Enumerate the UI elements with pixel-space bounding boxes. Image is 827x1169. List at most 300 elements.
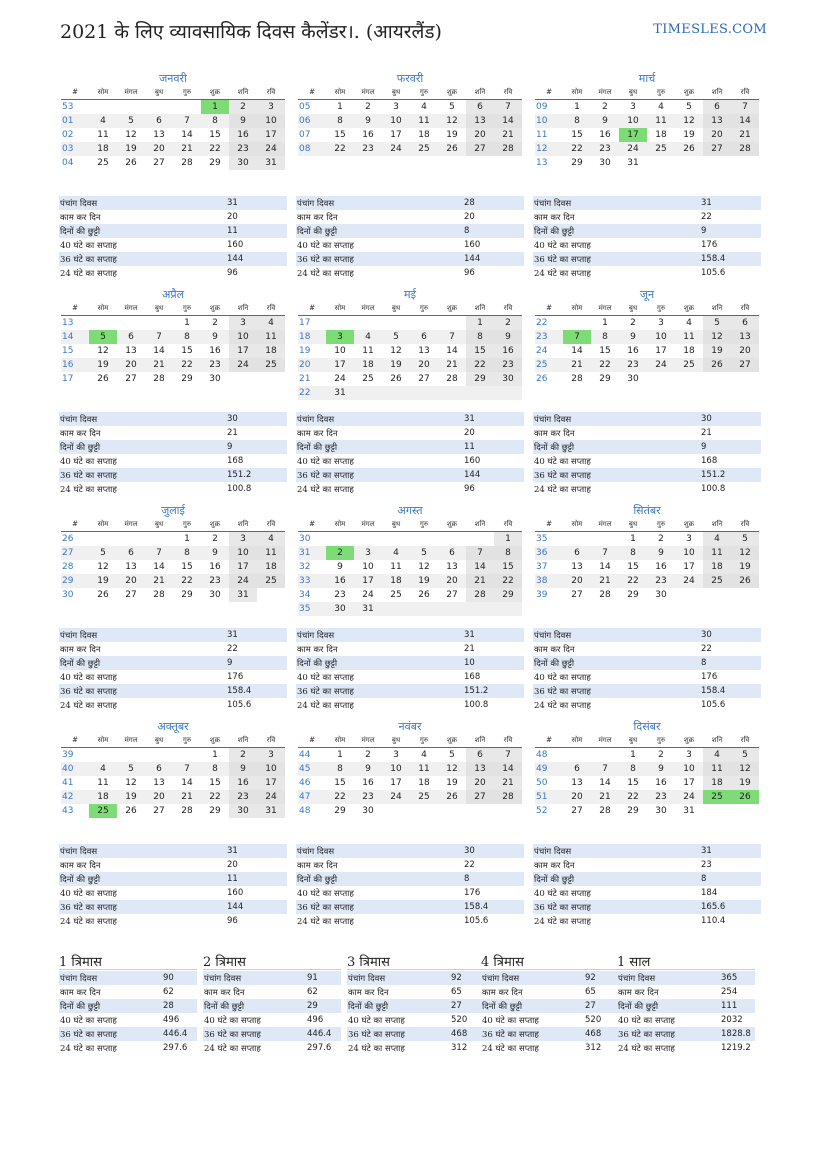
day-cell (438, 602, 466, 616)
summary-label: पंचांग दिवस (203, 971, 306, 985)
weekday-header: सोम (326, 85, 354, 100)
day-cell: 23 (229, 142, 257, 156)
day-cell: 22 (173, 358, 201, 372)
week-row (298, 546, 522, 560)
month-calendar (298, 504, 522, 616)
day-cell: 22 (201, 142, 229, 156)
day-cell: 27 (731, 358, 759, 372)
day-cell: 9 (229, 762, 257, 776)
day-cell: 7 (591, 762, 619, 776)
day-cell: 20 (563, 790, 591, 804)
day-cell: 12 (125, 778, 137, 788)
day-cell: 3 (658, 318, 664, 328)
day-cell: 9 (647, 546, 675, 560)
week-row (535, 574, 759, 588)
week-row (61, 100, 285, 115)
day-cell: 25 (362, 374, 374, 384)
summary-value: 184 (701, 888, 718, 898)
summary-value: 90 (162, 971, 197, 985)
summary-row (296, 266, 524, 280)
day-cell: 17 (655, 346, 667, 356)
summary-value: 105.6 (701, 268, 726, 278)
day-cell: 22 (563, 142, 591, 156)
day-cell (703, 156, 731, 170)
day-cell: 14 (446, 346, 458, 356)
weekday-header: गुरु (410, 301, 438, 316)
summary-row (296, 224, 524, 238)
weekday-header: शुक्र (201, 85, 229, 100)
weekday-header: शुक्र (438, 517, 466, 532)
summary-value: 254 (721, 987, 738, 997)
week-row (298, 316, 522, 331)
weekday-header: गुरु (647, 733, 675, 748)
summary-row (533, 454, 761, 468)
day-cell: 8 (591, 330, 619, 344)
summary-label: दिनों की छुट्टी (617, 999, 720, 1013)
day-cell (466, 804, 494, 818)
summary-row (533, 210, 761, 224)
week-row (298, 748, 522, 763)
summary-row (533, 266, 761, 280)
day-cell: 24 (362, 590, 374, 600)
summary-value: 9 (226, 440, 287, 454)
summary-row (533, 426, 761, 440)
summary-row (533, 224, 761, 238)
day-cell: 8 (326, 762, 354, 776)
summary-label: काम कर दिन (534, 428, 575, 439)
summary-row (481, 1013, 619, 1027)
summary-label: 24 घंटे का सप्ताह (204, 1043, 261, 1054)
weekday-header: # (298, 85, 326, 100)
day-cell: 26 (731, 574, 759, 588)
summary-label: दिनों की छुट्टी (481, 999, 584, 1013)
summary-row (533, 468, 761, 482)
day-cell: 28 (571, 374, 583, 384)
week-number: 41 (62, 778, 74, 788)
month-calendar (61, 720, 285, 818)
summary-value: 31 (463, 412, 524, 426)
day-cell: 19 (731, 776, 759, 790)
weekday-header: # (61, 733, 89, 748)
summary-row (296, 426, 524, 440)
summary-label: पंचांग दिवस (59, 412, 226, 426)
day-cell: 14 (466, 560, 494, 574)
day-cell: 26 (731, 790, 759, 804)
calendar-grid (535, 517, 759, 602)
day-cell: 21 (563, 358, 591, 372)
summary-value: 105.6 (701, 700, 726, 710)
weekday-header: गुरु (173, 733, 201, 748)
day-cell (145, 316, 173, 331)
week-number: 04 (62, 158, 74, 168)
day-cell (410, 386, 438, 400)
day-cell (703, 372, 731, 386)
week-number: 19 (299, 346, 311, 356)
day-cell: 3 (326, 330, 354, 344)
day-cell: 6 (145, 114, 173, 128)
day-cell: 25 (410, 790, 438, 804)
summary-row (481, 1041, 619, 1055)
summary-value: 21 (701, 428, 712, 438)
summary-label: पंचांग दिवस (617, 971, 720, 985)
day-cell: 13 (731, 330, 759, 344)
day-cell: 4 (421, 102, 427, 112)
day-cell: 29 (571, 158, 583, 168)
day-cell: 22 (619, 790, 647, 804)
day-cell: 17 (683, 562, 695, 572)
week-number: 13 (62, 318, 74, 328)
summary-value: 29 (306, 999, 341, 1013)
week-number: 10 (535, 114, 563, 128)
day-cell: 18 (89, 790, 117, 804)
weekday-header: गुरु (173, 301, 201, 316)
day-cell: 23 (647, 574, 675, 588)
week-row (535, 748, 759, 763)
day-cell: 3 (229, 316, 257, 331)
week-row (298, 372, 522, 386)
day-cell: 17 (619, 128, 647, 142)
weekday-header: मंगल (591, 301, 619, 316)
day-cell: 16 (229, 128, 257, 142)
day-cell: 1 (602, 318, 608, 328)
day-cell: 5 (89, 330, 117, 344)
day-cell (89, 316, 117, 331)
day-cell: 2 (212, 318, 218, 328)
weekday-header: बुध (619, 85, 647, 100)
day-cell: 9 (337, 562, 343, 572)
day-cell: 2 (229, 748, 257, 763)
day-cell: 31 (326, 386, 354, 400)
summary-value: 144 (226, 252, 287, 266)
day-cell: 27 (446, 590, 458, 600)
weekday-header: शुक्र (201, 301, 229, 316)
summary-label: काम कर दिन (297, 428, 338, 439)
day-cell (257, 588, 285, 602)
month-summary (533, 196, 761, 280)
day-cell: 11 (257, 546, 285, 560)
summary-row (296, 886, 524, 900)
summary-value: 8 (463, 872, 524, 886)
day-cell: 3 (257, 100, 285, 115)
day-cell: 12 (731, 762, 759, 776)
week-number: 25 (535, 358, 563, 372)
summary-label: काम कर दिन (534, 644, 575, 655)
day-cell: 28 (731, 142, 759, 156)
summary-value: 365 (720, 971, 755, 985)
week-number: 18 (298, 330, 326, 344)
summary-value: 31 (700, 196, 761, 210)
day-cell: 1 (494, 532, 522, 547)
summary-value: 176 (227, 672, 244, 682)
week-row (298, 804, 522, 818)
day-cell: 11 (410, 762, 438, 776)
week-number: 26 (536, 374, 548, 384)
summary-row (347, 971, 485, 985)
summary-label: 36 घंटे का सप्ताह (59, 1027, 162, 1041)
day-cell: 8 (201, 762, 229, 776)
day-cell (731, 588, 759, 602)
day-cell: 18 (418, 778, 430, 788)
day-cell: 12 (731, 546, 759, 560)
day-cell: 9 (619, 330, 647, 344)
week-row (535, 532, 759, 547)
day-cell: 27 (571, 590, 583, 600)
day-cell: 30 (494, 372, 522, 386)
day-cell: 7 (731, 100, 759, 115)
week-row (535, 330, 759, 344)
site-link[interactable]: TIMESLES.COM (653, 22, 767, 37)
day-cell: 6 (466, 100, 494, 115)
day-cell (173, 100, 201, 115)
summary-label: पंचांग दिवस (533, 628, 700, 642)
day-cell: 26 (125, 806, 137, 816)
summary-label: 40 घंटे का सप्ताह (534, 672, 591, 683)
month-summary (296, 196, 524, 280)
day-cell: 21 (494, 776, 522, 790)
summary-value: 11 (463, 440, 524, 454)
day-cell (117, 532, 145, 547)
day-cell: 10 (362, 562, 374, 572)
day-cell: 29 (181, 590, 193, 600)
day-cell: 30 (627, 374, 639, 384)
weekday-header: बुध (619, 301, 647, 316)
day-cell: 9 (494, 330, 522, 344)
summary-label: 40 घंटे का सप्ताह (60, 888, 117, 899)
summary-row (617, 1041, 755, 1055)
day-cell: 2 (494, 316, 522, 331)
day-cell: 24 (334, 374, 346, 384)
day-cell: 10 (647, 330, 675, 344)
summary-value: 11 (226, 872, 287, 886)
day-cell: 19 (410, 574, 438, 588)
day-cell: 13 (153, 778, 165, 788)
summary-value: 30 (226, 412, 287, 426)
week-number: 15 (62, 346, 74, 356)
day-cell: 24 (257, 142, 285, 156)
weekday-header: शनि (703, 517, 731, 532)
day-cell: 25 (390, 590, 402, 600)
day-cell: 21 (173, 790, 201, 804)
day-cell: 19 (446, 778, 458, 788)
day-cell: 30 (209, 374, 221, 384)
summary-row (617, 1013, 755, 1027)
summary-value: 22 (464, 860, 475, 870)
week-row (298, 574, 522, 588)
week-row (535, 100, 759, 115)
summary-label: पंचांग दिवस (296, 844, 463, 858)
day-cell: 10 (229, 330, 257, 344)
day-cell: 31 (627, 158, 639, 168)
day-cell (354, 386, 382, 400)
day-cell (382, 602, 410, 616)
day-cell: 19 (117, 790, 145, 804)
summary-label: 40 घंटे का सप्ताह (297, 240, 354, 251)
day-cell: 26 (703, 358, 731, 372)
day-cell: 23 (354, 142, 382, 156)
day-cell: 4 (703, 532, 731, 547)
weekday-header: रवि (257, 733, 285, 748)
summary-row (533, 914, 761, 928)
weekday-header: सोम (326, 301, 354, 316)
summary-label: पंचांग दिवस (59, 628, 226, 642)
weekday-header: शुक्र (438, 301, 466, 316)
summary-label: 36 घंटे का सप्ताह (533, 900, 700, 914)
day-cell: 18 (703, 560, 731, 574)
summary-value: 168 (227, 456, 244, 466)
day-cell: 21 (173, 142, 201, 156)
day-cell: 18 (257, 344, 285, 358)
summary-row (59, 628, 287, 642)
day-cell: 17 (390, 130, 402, 140)
week-number: 45 (298, 762, 326, 776)
day-cell: 21 (466, 574, 494, 588)
day-cell: 28 (494, 142, 522, 156)
day-cell: 15 (494, 560, 522, 574)
day-cell: 3 (354, 546, 382, 560)
weekday-header: # (61, 85, 89, 100)
day-cell: 3 (393, 102, 399, 112)
weekday-header: गुरु (410, 85, 438, 100)
day-cell: 26 (97, 374, 109, 384)
week-row (298, 358, 522, 372)
summary-value: 96 (464, 484, 475, 494)
week-row (535, 588, 759, 602)
summary-row (533, 628, 761, 642)
day-cell: 16 (362, 778, 374, 788)
summary-value: 1219.2 (721, 1043, 751, 1053)
summary-value: 22 (227, 644, 238, 654)
day-cell: 31 (229, 588, 257, 602)
month-name: मई (404, 288, 416, 301)
day-cell: 11 (703, 546, 731, 560)
summary-value: 468 (450, 1027, 485, 1041)
day-cell: 20 (563, 574, 591, 588)
summary-value: 20 (464, 212, 475, 222)
summary-label: 40 घंटे का सप्ताह (297, 456, 354, 467)
week-row (298, 344, 522, 358)
summary-value: 30 (463, 844, 524, 858)
summary-label: 24 घंटे का सप्ताह (297, 700, 354, 711)
summary-label: 40 घंटे का सप्ताह (60, 456, 117, 467)
summary-row (481, 999, 619, 1013)
day-cell: 26 (438, 790, 466, 804)
summary-label: 36 घंटे का सप्ताह (533, 468, 700, 482)
summary-row (203, 1027, 341, 1041)
summary-row (203, 971, 341, 985)
day-cell: 6 (145, 762, 173, 776)
day-cell: 12 (125, 130, 137, 140)
weekday-header: रवि (494, 301, 522, 316)
summary-row (533, 886, 761, 900)
day-cell: 24 (647, 358, 675, 372)
summary-label: 40 घंटे का सप्ताह (534, 240, 591, 251)
week-row (298, 142, 522, 156)
day-cell: 21 (438, 358, 466, 372)
month-summary (296, 844, 524, 928)
day-cell (382, 316, 410, 331)
day-cell: 8 (619, 762, 647, 776)
week-row (61, 804, 285, 818)
week-number: 02 (62, 130, 74, 140)
summary-value: 62 (307, 987, 318, 997)
day-cell: 22 (201, 790, 229, 804)
day-cell: 15 (209, 778, 221, 788)
summary-row (296, 656, 524, 670)
day-cell: 23 (201, 574, 229, 588)
day-cell: 16 (229, 776, 257, 790)
day-cell: 12 (97, 562, 109, 572)
day-cell: 7 (591, 546, 619, 560)
summary-value: 30 (700, 412, 761, 426)
day-cell: 2 (602, 102, 608, 112)
weekday-header: सोम (563, 85, 591, 100)
day-cell: 22 (326, 142, 354, 156)
summary-row (203, 1013, 341, 1027)
weekday-header: # (535, 301, 563, 316)
week-number: 53 (62, 102, 74, 112)
summary-row (59, 224, 287, 238)
week-row (298, 560, 522, 574)
day-cell (466, 386, 494, 400)
week-number: 52 (536, 806, 548, 816)
week-number: 47 (298, 790, 326, 804)
week-number: 29 (61, 574, 89, 588)
day-cell: 8 (173, 330, 201, 344)
day-cell: 5 (703, 316, 731, 331)
day-cell: 17 (257, 128, 285, 142)
week-number: 08 (298, 142, 326, 156)
day-cell: 12 (97, 346, 109, 356)
day-cell: 1 (630, 534, 636, 544)
summary-label: पंचांग दिवस (533, 844, 700, 858)
summary-label: 40 घंटे का सप्ताह (60, 240, 117, 251)
month-calendar (61, 72, 285, 170)
quarter-summary (59, 952, 197, 1055)
day-cell: 27 (466, 142, 494, 156)
summary-row (59, 656, 287, 670)
weekday-header: मंगल (117, 517, 145, 532)
day-cell: 6 (438, 546, 466, 560)
summary-row (296, 844, 524, 858)
week-row (61, 372, 285, 386)
week-number: 24 (536, 346, 548, 356)
week-number: 38 (535, 574, 563, 588)
day-cell: 20 (703, 128, 731, 142)
summary-label: 36 घंटे का सप्ताह (296, 468, 463, 482)
summary-label: 40 घंटे का सप्ताह (618, 1015, 675, 1026)
day-cell: 8 (173, 546, 201, 560)
weekday-header: शुक्र (201, 517, 229, 532)
day-cell: 16 (326, 574, 354, 588)
weekday-header: शुक्र (675, 85, 703, 100)
weekday-header: शनि (703, 733, 731, 748)
day-cell: 1 (337, 750, 343, 760)
summary-row (59, 468, 287, 482)
day-cell: 1 (184, 318, 190, 328)
summary-row (296, 698, 524, 712)
day-cell: 2 (365, 750, 371, 760)
day-cell (382, 804, 410, 818)
week-row (61, 762, 285, 776)
day-cell: 14 (599, 562, 611, 572)
day-cell: 14 (494, 114, 522, 128)
calendar-grid (61, 733, 285, 818)
day-cell (410, 532, 438, 547)
summary-label: 24 घंटे का सप्ताह (618, 1043, 675, 1054)
summary-row (296, 642, 524, 656)
summary-value: 8 (700, 656, 761, 670)
day-cell: 11 (390, 562, 402, 572)
